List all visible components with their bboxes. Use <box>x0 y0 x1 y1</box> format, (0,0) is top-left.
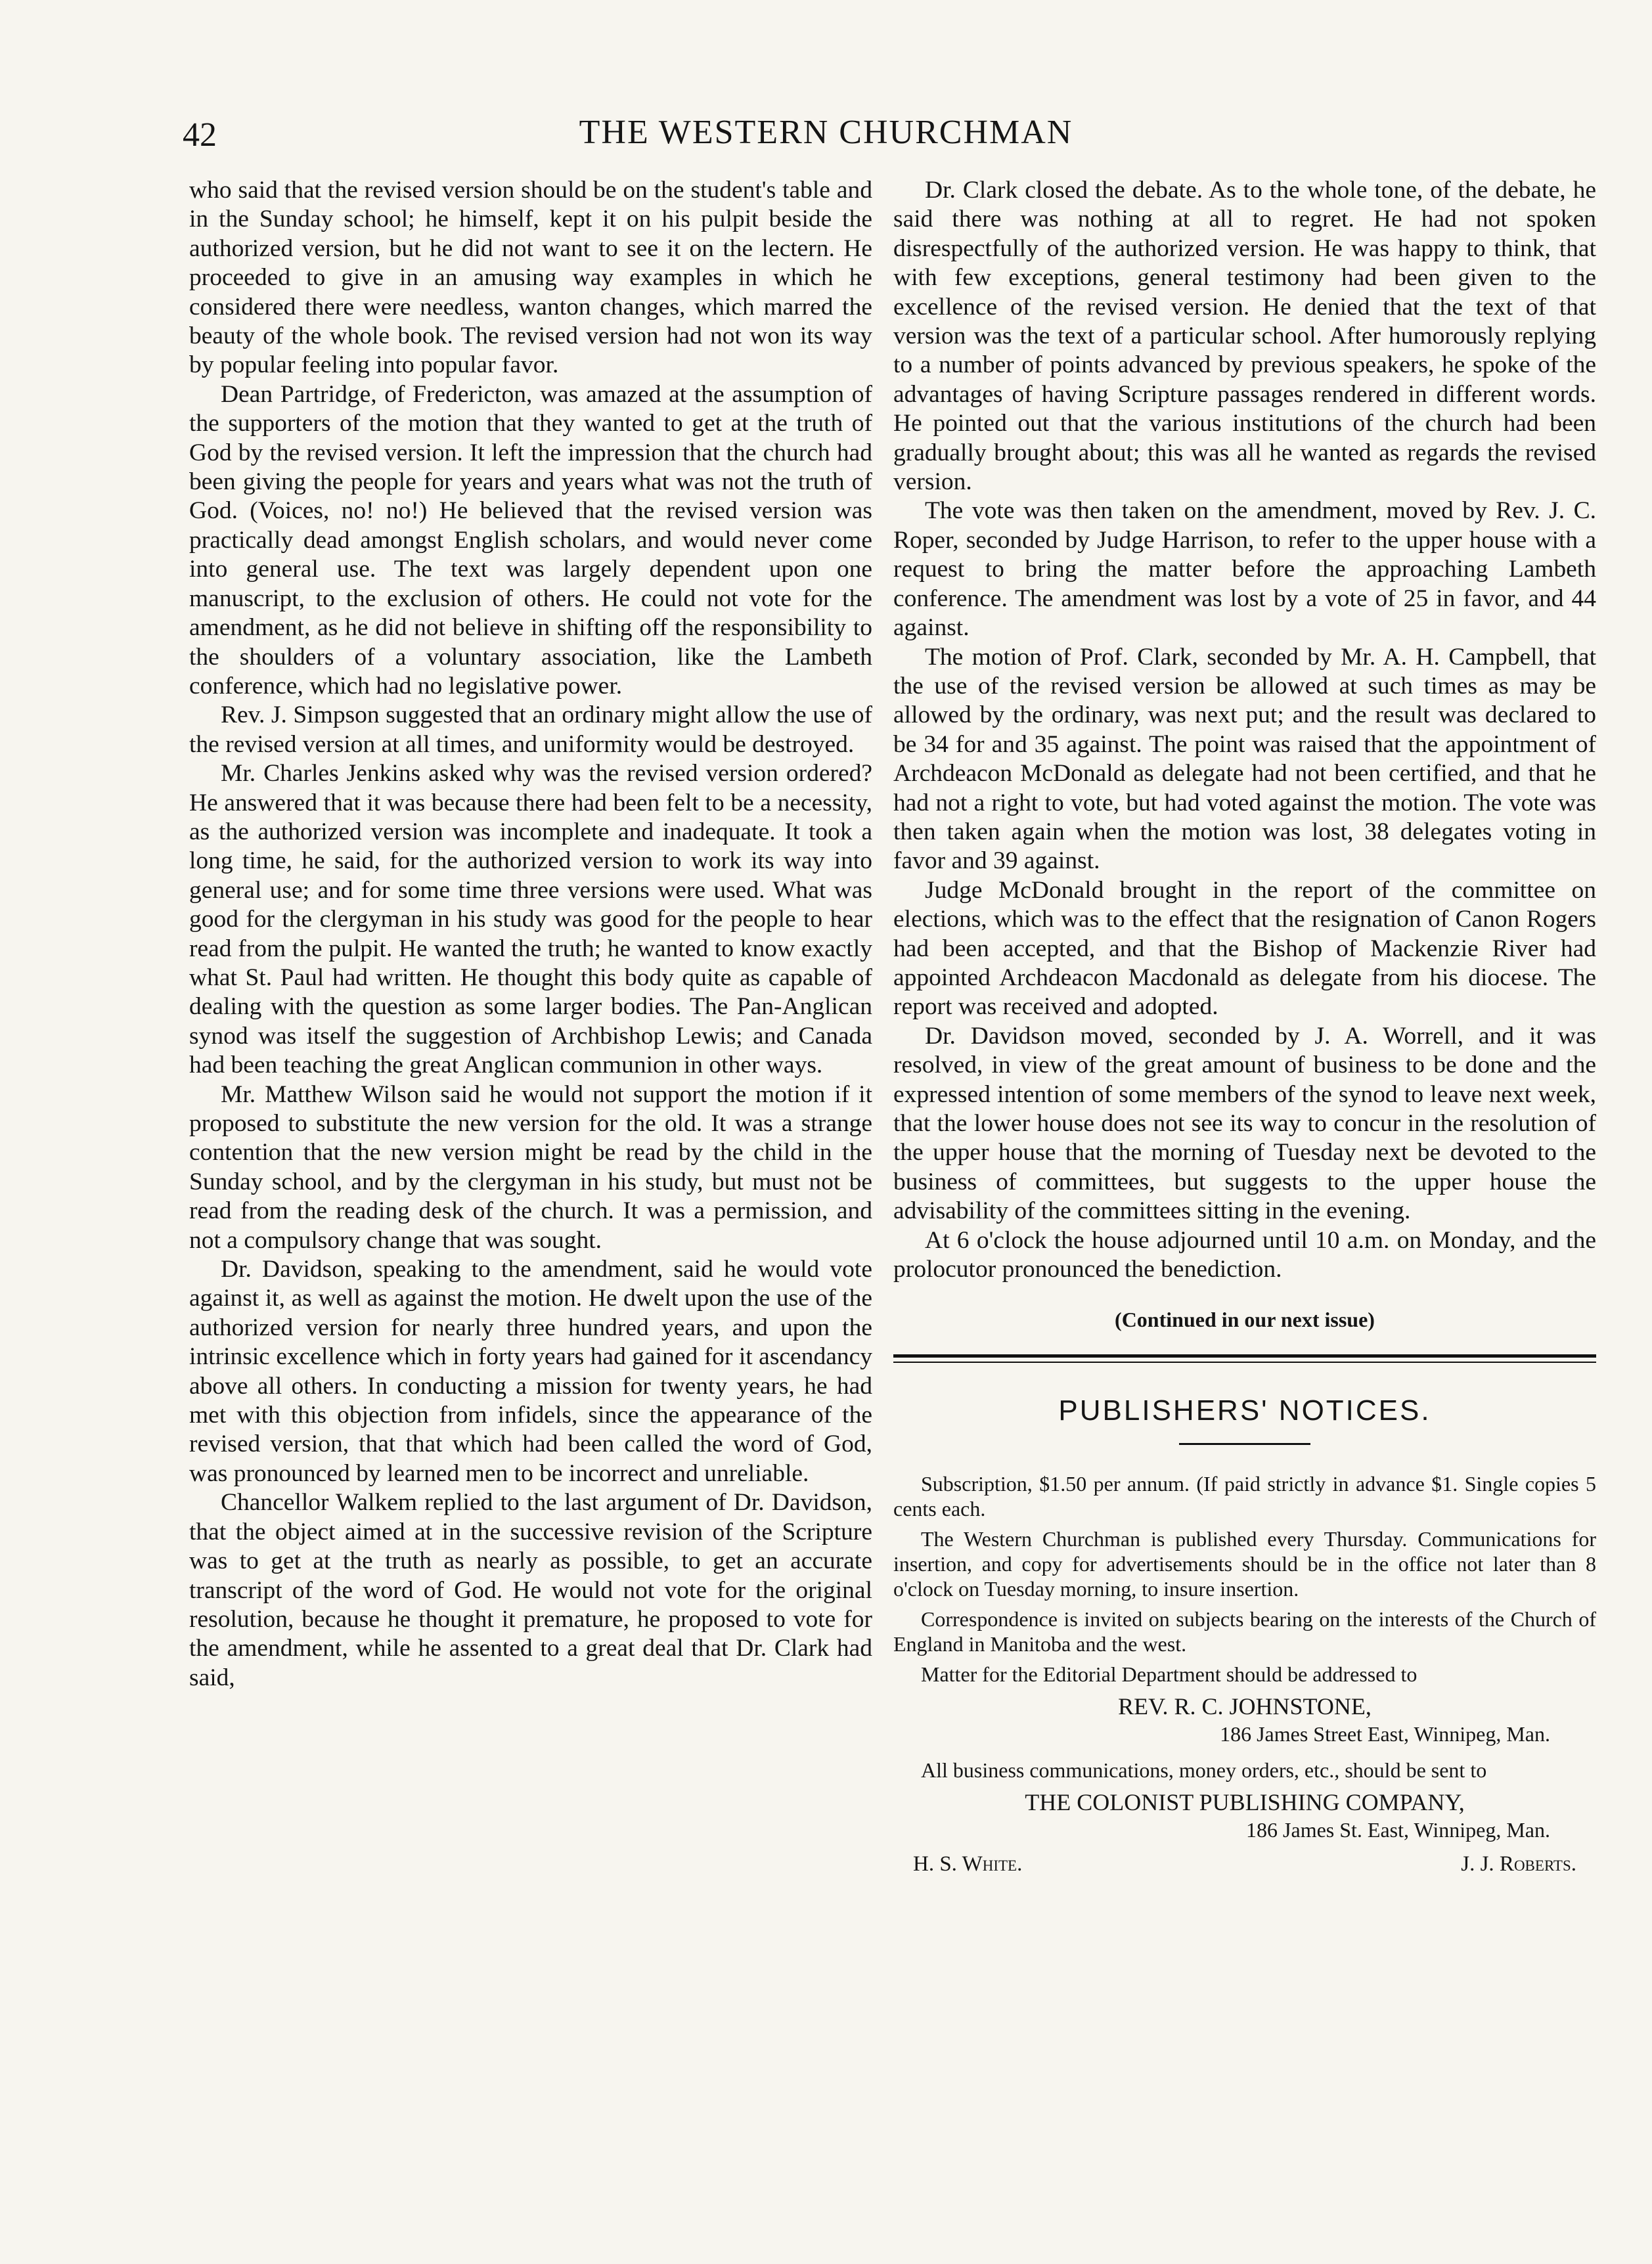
signatures <box>893 1852 1596 1876</box>
paragraph: Mr. Charles Jenkins asked why was the revised version ordered? He answered that it was because there had been felt to be a necessity, as the authorized version was incomplete and inadequate. It took a long time, he said, for the authorized version to work its way into general use; and for some time three versions were used. What was good for the clergyman in his study was good for the people to hear read from the pulpit. He wanted the truth; he wanted to know exactly what St. Paul had written. He thought this body quite as capable of dealing with the question as some larger bodies. The Pan-Anglican synod was itself the suggestion of Archbishop Lewis; and Canada had been teaching the great Anglican communion in other ways. <box>189 760 872 1079</box>
running-head-title: THE WESTERN CHURCHMAN <box>579 114 1073 151</box>
company-name: THE COLONIST PUBLISHING COMPANY, <box>1025 1789 1465 1816</box>
editor-name: REV. R. C. JOHNSTONE, <box>1118 1693 1372 1720</box>
page-number: 42 <box>183 116 217 154</box>
paragraph: who said that the revised version should be on the student's table and in the Sunday school; he himself, kept it on his pulpit beside the authorized version, but he did not want to see it on the lectern. He proceeded to give in an amusing way examples in which he considered there were needless, wanton changes, which marred the beauty of the whole book. The revised version had not won its way by popular feeling into popular favor. <box>189 177 872 379</box>
publishers-notices-heading: PUBLISHERS' NOTICES. <box>1058 1394 1431 1427</box>
paragraph: Mr. Matthew Wilson said he would not support the motion if it proposed to substitute the new version for the old. It was a strange contention that the new version might be read by the child in the Sunday school, and by the clergyman in his study, but must not be read from the reading desk of the church. It was a permission, and not a compulsory change that was sought. <box>189 1080 872 1254</box>
left-column <box>189 176 872 1693</box>
continued-note: (Continued in our next issue) <box>1115 1308 1375 1332</box>
paragraph: Dr. Davidson, speaking to the amendment, said he would vote against it, as well as against the motion. He dwelt upon the use of the authorized version for nearly three hundred years, and upon the intrinsic excellence which in forty years had gained for it ascendancy above all others. In conducting a mission for twenty years, he had met with this objection from infidels, since the appearance of the revised version, that that which had been called the word of God, was pronounced by learned men to be incorrect and unreliable. <box>189 1256 872 1487</box>
paragraph: At 6 o'clock the house adjourned until 10 a.m. on Monday, and the prolocutor pronounced the benediction. <box>893 1226 1596 1283</box>
company-address: 186 James St. East, Winnipeg, Man. <box>1246 1818 1550 1842</box>
paragraph: The vote was then taken on the amendment, moved by Rev. J. C. Roper, seconded by Judge Harrison, to refer to the upper house with a request to bring the matter before the approaching Lambeth conference. The amendment was lost by a vote of 25 in favor, and 44 against. <box>893 497 1596 642</box>
signature-left: H. S. White. <box>913 1852 1023 1876</box>
paragraph: Dr. Clark closed the debate. As to the whole tone, of the debate, he said there was nothing at all to regret. He had not spoken disrespectfully of the authorized version. He was happy to think, that with few exceptions, general testimony had been given to the excellence of the revised version. He denied that the text of that version was the text of a particular school. After humorously replying to a number of points advanced by previous speakers, he spoke of the advantages of having Scripture passages rendered in different words. He pointed out that the various institutions of the church had been gradually brought about; this was all he wanted as regards the revised version. <box>893 177 1596 496</box>
right-column <box>893 176 1596 1876</box>
paragraph: Rev. J. Simpson suggested that an ordinary might allow the use of the revised version at all times, and uniformity would be destroyed. <box>189 701 872 758</box>
paragraph: The motion of Prof. Clark, seconded by Mr. A. H. Campbell, that the use of the revised version be allowed at such times as may be allowed by the ordinary, was next put; and the result was declared to be 34 for and 35 against. The point was raised that the appointment of Archdeacon McDonald as delegate had not been certified, and that he had not a right to vote, but had voted against the motion. The vote was then taken again when the motion was lost, 38 delegates voting in favor and 39 against. <box>893 643 1596 875</box>
notice-paragraph: Matter for the Editorial Department should be addressed to <box>921 1662 1418 1687</box>
heading-rule <box>1179 1443 1310 1445</box>
paragraph: Chancellor Walkem replied to the last argument of Dr. Davidson, that the object aimed at in the successive revision of the Scripture was to get at the truth as nearly as possible, to get an accurate transcript of the word of God. He would not vote for the original resolution, because he thought it premature, he proposed to vote for the amendment, while he assented to a great deal that Dr. Clark had said, <box>189 1489 872 1691</box>
paragraph: Judge McDonald brought in the report of the committee on elections, which was to the effect that the resignation of Canon Rogers had been accepted, and that the Bishop of Mackenzie River had appointed Archdeacon Macdonald as delegate from his diocese. The report was received and adopted. <box>893 876 1596 1021</box>
notice-paragraph: All business communications, money orders, etc., should be sent to <box>921 1758 1487 1783</box>
signature-right: J. J. Roberts. <box>1461 1852 1576 1876</box>
notice-paragraph: Correspondence is invited on subjects bearing on the interests of the Church of England in Manitoba and the west. <box>893 1607 1596 1656</box>
editor-address: 186 James Street East, Winnipeg, Man. <box>1220 1722 1550 1746</box>
notice-paragraph: The Western Churchman is published every Thursday. Communications for insertion, and copy for advertisements should be in the office not later than 8 o'clock on Tuesday morning, to insure insertion. <box>893 1527 1596 1601</box>
section-divider <box>893 1354 1596 1363</box>
paragraph: Dr. Davidson moved, seconded by J. A. Worrell, and it was resolved, in view of the great amount of business to be done and the expressed intention of some members of the synod to leave next week, that the lower house does not see its way to concur in the resolution of the upper house that the morning of Tuesday next be devoted to the business of committees, but suggests to the upper house the advisability of the committees sitting in the evening. <box>893 1022 1596 1225</box>
paragraph: Dean Partridge, of Fredericton, was amazed at the assumption of the supporters of the motion that they wanted to get at the truth of God by the revised version. It left the impression that the church had been giving the people for years and years what was not the truth of God. (Voices, no! no!) He believed that the revised version was practically dead amongst English scholars, and would never come into general use. The text was largely dependent upon one manuscript, to the exclusion of others. He could not vote for the amendment, as he did not believe in shifting off the responsibility to the shoulders of a voluntary association, like the Lambeth conference, which had no legislative power. <box>189 380 872 699</box>
publishers-notices <box>893 1471 1596 1876</box>
notice-paragraph: Subscription, $1.50 per annum. (If paid strictly in advance $1. Single copies 5 cents each. <box>893 1472 1596 1521</box>
